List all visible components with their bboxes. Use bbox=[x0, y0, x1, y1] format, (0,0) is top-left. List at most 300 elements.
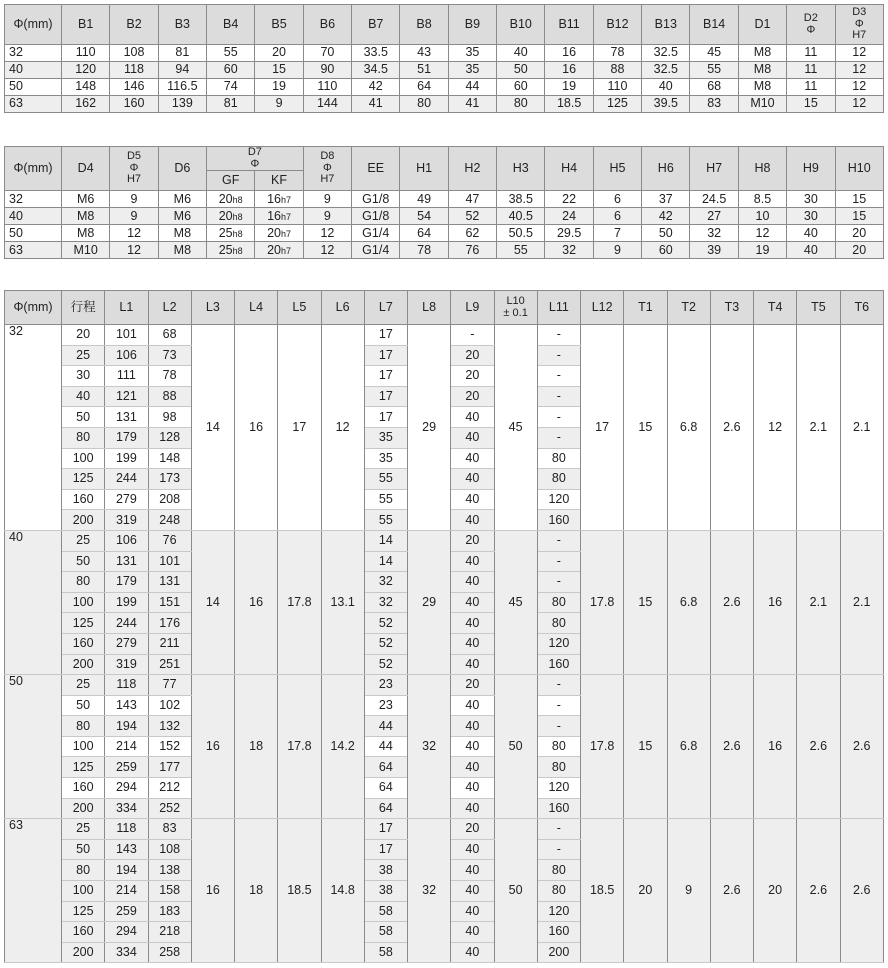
table-cell: 12 bbox=[835, 79, 884, 96]
table-cell: 60 bbox=[207, 62, 255, 79]
table-cell: 13.1 bbox=[321, 530, 364, 674]
table-cell: 10 bbox=[738, 208, 786, 225]
table-cell: 218 bbox=[148, 922, 191, 943]
table-row bbox=[5, 225, 884, 242]
table-cell: 78 bbox=[148, 366, 191, 387]
cell-value: 16 bbox=[267, 208, 281, 223]
header-cell: H5 bbox=[593, 147, 641, 191]
table-cell: M6 bbox=[62, 191, 110, 208]
table-cell: 58 bbox=[364, 901, 407, 922]
table-cell: 118 bbox=[105, 819, 148, 840]
table-cell: 160 bbox=[537, 510, 580, 531]
table-cell: 40 bbox=[451, 551, 494, 572]
table-cell: 40 bbox=[451, 407, 494, 428]
table-cell: 18.5 bbox=[581, 819, 624, 963]
table-cell: - bbox=[537, 695, 580, 716]
table-cell: 200 bbox=[62, 654, 105, 675]
table-cell: 2.6 bbox=[710, 819, 753, 963]
header-cell: B12 bbox=[593, 5, 641, 45]
table-cell: 199 bbox=[105, 592, 148, 613]
table-cell: 39 bbox=[690, 242, 738, 259]
table-cell: 40.5 bbox=[497, 208, 545, 225]
table-cell: 12 bbox=[321, 325, 364, 531]
table-cell: 32 bbox=[690, 225, 738, 242]
dimension-table-l-t bbox=[4, 290, 884, 963]
table-header-row bbox=[5, 147, 884, 171]
header-cell: B9 bbox=[448, 5, 496, 45]
table-cell: - bbox=[451, 325, 494, 346]
table-cell: 55 bbox=[690, 62, 738, 79]
table-cell: 108 bbox=[110, 45, 158, 62]
table-cell: 52 bbox=[364, 613, 407, 634]
table-cell: 40 bbox=[451, 572, 494, 593]
table-cell: 40 bbox=[5, 208, 62, 225]
table-cell: - bbox=[537, 427, 580, 448]
table-cell: 101 bbox=[105, 325, 148, 346]
table-cell: 2.6 bbox=[840, 675, 884, 819]
header-cell: L12 bbox=[581, 291, 624, 325]
table-cell: 12 bbox=[303, 242, 351, 259]
table-cell: 41 bbox=[448, 96, 496, 113]
tolerance-class: h8 bbox=[232, 228, 243, 239]
table-cell: 62 bbox=[448, 225, 496, 242]
table-cell: 80 bbox=[537, 469, 580, 490]
table-cell: M8 bbox=[62, 225, 110, 242]
table-cell: 40 bbox=[642, 79, 690, 96]
header-cell: B4 bbox=[207, 5, 255, 45]
table-cell: 55 bbox=[364, 510, 407, 531]
table-cell: 18 bbox=[235, 819, 278, 963]
table-cell: 64 bbox=[364, 757, 407, 778]
header-cell: H7 bbox=[690, 147, 738, 191]
table-cell: 18 bbox=[235, 675, 278, 819]
table-cell: 80 bbox=[537, 448, 580, 469]
table-cell: 139 bbox=[158, 96, 206, 113]
table-cell: 40 bbox=[451, 901, 494, 922]
table-cell bbox=[255, 191, 303, 208]
table-cell: 294 bbox=[105, 922, 148, 943]
table-cell: 100 bbox=[62, 592, 105, 613]
table-cell: 40 bbox=[5, 62, 62, 79]
table-cell: - bbox=[537, 572, 580, 593]
table-cell: 40 bbox=[62, 386, 105, 407]
table-cell: 17 bbox=[364, 366, 407, 387]
table-cell: 40 bbox=[451, 633, 494, 654]
table-cell: 14 bbox=[191, 530, 234, 674]
table-header-row bbox=[5, 291, 884, 325]
table-cell: 64 bbox=[400, 79, 448, 96]
table-cell bbox=[207, 208, 255, 225]
table-cell: 259 bbox=[105, 901, 148, 922]
table-cell: 41 bbox=[352, 96, 400, 113]
table-cell: 44 bbox=[364, 736, 407, 757]
table-cell: G1/8 bbox=[352, 191, 400, 208]
table-cell: - bbox=[537, 366, 580, 387]
header-cell: L2 bbox=[148, 291, 191, 325]
header-cell: B11 bbox=[545, 5, 593, 45]
table-cell: 179 bbox=[105, 427, 148, 448]
table-cell: 160 bbox=[62, 778, 105, 799]
table-cell: 279 bbox=[105, 489, 148, 510]
table-cell: 98 bbox=[148, 407, 191, 428]
table-cell: 319 bbox=[105, 510, 148, 531]
header-cell: B2 bbox=[110, 5, 158, 45]
table-cell: 120 bbox=[537, 901, 580, 922]
table-cell bbox=[207, 225, 255, 242]
table-cell: 80 bbox=[537, 613, 580, 634]
table-cell: 23 bbox=[364, 695, 407, 716]
table-cell: 80 bbox=[62, 716, 105, 737]
table-cell: 143 bbox=[105, 695, 148, 716]
table-cell: 34.5 bbox=[352, 62, 400, 79]
table-cell: G1/4 bbox=[352, 242, 400, 259]
header-cell: L6 bbox=[321, 291, 364, 325]
table-cell: 20 bbox=[62, 325, 105, 346]
header-cell: D8 Φ H7 bbox=[303, 147, 351, 191]
table-cell: 25 bbox=[62, 819, 105, 840]
table-cell: 76 bbox=[448, 242, 496, 259]
header-cell: L10 ± 0.1 bbox=[494, 291, 537, 325]
table-row bbox=[5, 675, 884, 696]
table-cell: 12 bbox=[110, 242, 158, 259]
table-cell: 200 bbox=[62, 798, 105, 819]
table-cell: 118 bbox=[110, 62, 158, 79]
table-cell: 40 bbox=[451, 695, 494, 716]
table-cell: 14.8 bbox=[321, 819, 364, 963]
table-cell: 19 bbox=[255, 79, 303, 96]
table-cell: 131 bbox=[105, 551, 148, 572]
table-cell: 9 bbox=[593, 242, 641, 259]
table-cell: 55 bbox=[207, 45, 255, 62]
header-cell: B13 bbox=[642, 5, 690, 45]
table-cell: 120 bbox=[537, 489, 580, 510]
table-cell: M8 bbox=[158, 242, 206, 259]
table-cell: 40 bbox=[451, 757, 494, 778]
table-cell: 47 bbox=[448, 191, 496, 208]
table-cell: 50 bbox=[642, 225, 690, 242]
table-cell: 32 bbox=[408, 675, 451, 819]
table-cell: 15 bbox=[624, 325, 667, 531]
cell-value: 20 bbox=[218, 208, 233, 223]
table-cell: 16 bbox=[235, 325, 278, 531]
table-cell: 29 bbox=[408, 325, 451, 531]
table-cell: 11 bbox=[787, 45, 835, 62]
table-cell: 20 bbox=[451, 675, 494, 696]
table-row bbox=[5, 96, 884, 113]
table-cell: 143 bbox=[105, 839, 148, 860]
table-cell: - bbox=[537, 675, 580, 696]
header-cell: T6 bbox=[840, 291, 884, 325]
table-cell: 15 bbox=[787, 96, 835, 113]
table-cell: 17.8 bbox=[581, 530, 624, 674]
table-cell: 100 bbox=[62, 736, 105, 757]
table-cell: 146 bbox=[110, 79, 158, 96]
header-cell: Φ(mm) bbox=[5, 291, 62, 325]
table-cell: 24 bbox=[545, 208, 593, 225]
header-cell: B1 bbox=[62, 5, 110, 45]
table-cell: 68 bbox=[690, 79, 738, 96]
table-cell: 194 bbox=[105, 860, 148, 881]
table-cell: 106 bbox=[105, 345, 148, 366]
header-cell: Φ(mm) bbox=[5, 147, 62, 191]
table-cell: 11 bbox=[787, 62, 835, 79]
header-cell: B14 bbox=[690, 5, 738, 45]
table-cell: - bbox=[537, 345, 580, 366]
table-cell: 12 bbox=[835, 45, 884, 62]
table-cell: 40 bbox=[451, 778, 494, 799]
table-cell: 17 bbox=[364, 839, 407, 860]
table-cell: 24.5 bbox=[690, 191, 738, 208]
table-cell: 80 bbox=[62, 572, 105, 593]
table-cell: 55 bbox=[364, 469, 407, 490]
cell-value: 16 bbox=[267, 191, 281, 206]
table-cell: 9 bbox=[110, 208, 158, 225]
header-cell: B7 bbox=[352, 5, 400, 45]
table-cell: 212 bbox=[148, 778, 191, 799]
table-cell: 12 bbox=[835, 62, 884, 79]
table-cell: M8 bbox=[738, 45, 786, 62]
table-cell: 16 bbox=[235, 530, 278, 674]
table-cell: 50.5 bbox=[497, 225, 545, 242]
table-cell: 40 bbox=[451, 654, 494, 675]
table-cell: 73 bbox=[148, 345, 191, 366]
header-cell: L1 bbox=[105, 291, 148, 325]
table-cell: 6.8 bbox=[667, 325, 710, 531]
table-cell: 50 bbox=[497, 62, 545, 79]
table-cell: 208 bbox=[148, 489, 191, 510]
table-cell: 25 bbox=[62, 530, 105, 551]
table-cell: 64 bbox=[364, 798, 407, 819]
table-cell: 63 bbox=[5, 819, 62, 963]
cell-value: 25 bbox=[218, 225, 233, 240]
table-cell: 151 bbox=[148, 592, 191, 613]
table-cell: 244 bbox=[105, 613, 148, 634]
table-cell: M6 bbox=[158, 191, 206, 208]
table-cell: 160 bbox=[62, 633, 105, 654]
table-cell: 251 bbox=[148, 654, 191, 675]
table-cell: 16 bbox=[191, 675, 234, 819]
header-cell: GF bbox=[207, 171, 255, 191]
header-cell: H10 bbox=[835, 147, 884, 191]
table-cell: 32.5 bbox=[642, 62, 690, 79]
table-cell: 106 bbox=[105, 530, 148, 551]
header-cell: Φ(mm) bbox=[5, 5, 62, 45]
table-cell: 132 bbox=[148, 716, 191, 737]
table-cell: 16 bbox=[191, 819, 234, 963]
table-cell: 9 bbox=[667, 819, 710, 963]
table-cell: 200 bbox=[62, 510, 105, 531]
table-cell: 83 bbox=[148, 819, 191, 840]
table-cell: 14 bbox=[364, 530, 407, 551]
table-cell: 88 bbox=[148, 386, 191, 407]
table-cell: 80 bbox=[537, 881, 580, 902]
table-cell: 259 bbox=[105, 757, 148, 778]
table-cell: 40 bbox=[787, 242, 835, 259]
table-cell: 81 bbox=[158, 45, 206, 62]
table-cell: 40 bbox=[451, 469, 494, 490]
table-cell: 160 bbox=[537, 798, 580, 819]
table-cell: 9 bbox=[110, 191, 158, 208]
header-cell: H4 bbox=[545, 147, 593, 191]
table-cell: 18.5 bbox=[545, 96, 593, 113]
table-cell: 15 bbox=[624, 675, 667, 819]
table-cell: 9 bbox=[255, 96, 303, 113]
table-cell: 14.2 bbox=[321, 675, 364, 819]
table-cell: 50 bbox=[62, 407, 105, 428]
header-cell: KF bbox=[255, 171, 303, 191]
table-cell: 110 bbox=[303, 79, 351, 96]
table-cell: 33.5 bbox=[352, 45, 400, 62]
table-cell: 125 bbox=[593, 96, 641, 113]
table-cell: 20 bbox=[451, 530, 494, 551]
cell-value: 25 bbox=[218, 242, 233, 257]
header-cell: T3 bbox=[710, 291, 753, 325]
table-cell: 30 bbox=[787, 208, 835, 225]
table-cell: 118 bbox=[105, 675, 148, 696]
table-cell: 20 bbox=[451, 386, 494, 407]
table-cell: 17 bbox=[364, 345, 407, 366]
table-cell bbox=[255, 242, 303, 259]
table-cell: 100 bbox=[62, 881, 105, 902]
table-cell: 37 bbox=[642, 191, 690, 208]
table-cell: 15 bbox=[624, 530, 667, 674]
table-cell: 32 bbox=[408, 819, 451, 963]
table-cell: 38.5 bbox=[497, 191, 545, 208]
table-cell: 20 bbox=[754, 819, 797, 963]
table-cell: - bbox=[537, 325, 580, 346]
table-row bbox=[5, 191, 884, 208]
table-cell: 39.5 bbox=[642, 96, 690, 113]
table-cell: 49 bbox=[400, 191, 448, 208]
tolerance-class: h7 bbox=[280, 245, 291, 256]
header-cell: D3 Φ H7 bbox=[835, 5, 884, 45]
table-cell: 6 bbox=[593, 191, 641, 208]
table-cell: 120 bbox=[62, 62, 110, 79]
table-cell: 17.8 bbox=[278, 530, 321, 674]
header-cell: L5 bbox=[278, 291, 321, 325]
table-cell: 76 bbox=[148, 530, 191, 551]
table-cell: 74 bbox=[207, 79, 255, 96]
table-cell: G1/8 bbox=[352, 208, 400, 225]
table-cell: 40 bbox=[451, 489, 494, 510]
table-cell: 55 bbox=[364, 489, 407, 510]
cell-value: 20 bbox=[267, 225, 281, 240]
table-cell: 200 bbox=[537, 942, 580, 963]
table-cell: 52 bbox=[448, 208, 496, 225]
header-cell: B6 bbox=[303, 5, 351, 45]
header-cell: D4 bbox=[62, 147, 110, 191]
table-cell: 58 bbox=[364, 942, 407, 963]
header-cell: L3 bbox=[191, 291, 234, 325]
table-cell: 40 bbox=[451, 716, 494, 737]
table-cell: 125 bbox=[62, 901, 105, 922]
table-cell: 70 bbox=[303, 45, 351, 62]
table-cell: 63 bbox=[5, 242, 62, 259]
table-cell: 144 bbox=[303, 96, 351, 113]
table-cell: 50 bbox=[62, 839, 105, 860]
table-cell: M6 bbox=[158, 208, 206, 225]
table-cell: 40 bbox=[451, 839, 494, 860]
table-cell: 50 bbox=[62, 551, 105, 572]
header-cell: 行程 bbox=[62, 291, 105, 325]
table-cell: 160 bbox=[537, 654, 580, 675]
header-cell: H1 bbox=[400, 147, 448, 191]
table-cell bbox=[207, 191, 255, 208]
table-row bbox=[5, 79, 884, 96]
table-cell: 2.1 bbox=[797, 530, 840, 674]
table-cell: 11 bbox=[787, 79, 835, 96]
table-row bbox=[5, 530, 884, 551]
table-cell: 125 bbox=[62, 757, 105, 778]
table-cell: 32 bbox=[364, 592, 407, 613]
header-cell: B10 bbox=[497, 5, 545, 45]
table-cell: 2.1 bbox=[840, 530, 884, 674]
table-cell: 12 bbox=[303, 225, 351, 242]
header-cell: B3 bbox=[158, 5, 206, 45]
table-cell: 131 bbox=[148, 572, 191, 593]
table-cell: 160 bbox=[62, 922, 105, 943]
table-cell bbox=[255, 225, 303, 242]
table-cell: 2.6 bbox=[710, 530, 753, 674]
header-cell: L11 bbox=[537, 291, 580, 325]
table-cell: 101 bbox=[148, 551, 191, 572]
table-cell: 19 bbox=[738, 242, 786, 259]
table-cell: 138 bbox=[148, 860, 191, 881]
table-cell: 35 bbox=[448, 45, 496, 62]
table-cell: M8 bbox=[738, 62, 786, 79]
header-cell: H2 bbox=[448, 147, 496, 191]
header-cell: D5 Φ H7 bbox=[110, 147, 158, 191]
table-cell: 2.1 bbox=[797, 325, 840, 531]
header-cell: T5 bbox=[797, 291, 840, 325]
table-cell: 64 bbox=[364, 778, 407, 799]
table-cell: 116.5 bbox=[158, 79, 206, 96]
table-cell: 183 bbox=[148, 901, 191, 922]
table-cell: 81 bbox=[207, 96, 255, 113]
table-cell: 17 bbox=[364, 325, 407, 346]
table-cell: 279 bbox=[105, 633, 148, 654]
table-cell: - bbox=[537, 716, 580, 737]
table-cell: 334 bbox=[105, 942, 148, 963]
table-cell: 120 bbox=[537, 778, 580, 799]
table-cell: 80 bbox=[537, 757, 580, 778]
table-cell: 52 bbox=[364, 654, 407, 675]
table-cell: 77 bbox=[148, 675, 191, 696]
table-cell: 17 bbox=[364, 819, 407, 840]
table-cell: 248 bbox=[148, 510, 191, 531]
table-cell: 9 bbox=[303, 191, 351, 208]
table-cell bbox=[207, 242, 255, 259]
table-cell: 20 bbox=[624, 819, 667, 963]
table-cell: 20 bbox=[451, 345, 494, 366]
table-cell: 2.6 bbox=[797, 675, 840, 819]
table-cell: 52 bbox=[364, 633, 407, 654]
table-cell: 17 bbox=[364, 386, 407, 407]
table-cell: 55 bbox=[497, 242, 545, 259]
table-cell: 15 bbox=[255, 62, 303, 79]
table-cell: 2.6 bbox=[710, 325, 753, 531]
table-cell: 9 bbox=[303, 208, 351, 225]
table-cell: 110 bbox=[62, 45, 110, 62]
table-cell: 45 bbox=[494, 530, 537, 674]
table-row bbox=[5, 45, 884, 62]
cell-value: 20 bbox=[218, 191, 233, 206]
table-cell: - bbox=[537, 386, 580, 407]
table-cell: 40 bbox=[451, 613, 494, 634]
table-cell: 90 bbox=[303, 62, 351, 79]
table-cell: 40 bbox=[451, 922, 494, 943]
table-cell: 32.5 bbox=[642, 45, 690, 62]
